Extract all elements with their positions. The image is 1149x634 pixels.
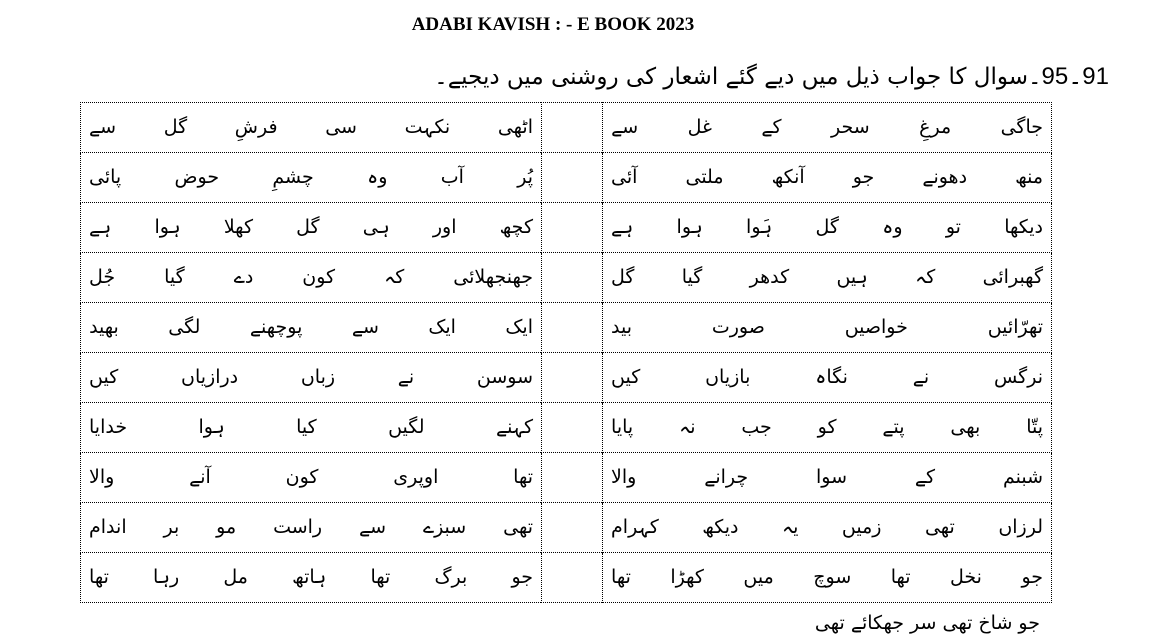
word: گل xyxy=(611,266,635,288)
word: تھرّائیں xyxy=(987,316,1043,338)
word: چشمِ xyxy=(272,166,314,188)
word: نخل xyxy=(950,566,982,588)
word: درازیاں xyxy=(181,366,239,388)
word: پتّا xyxy=(1026,416,1043,438)
word: نے xyxy=(397,366,415,388)
word: نگاہ xyxy=(815,366,848,388)
misra-line xyxy=(89,418,533,437)
poem-row xyxy=(81,453,1052,503)
word: سوچ xyxy=(813,566,852,588)
word: وہ xyxy=(882,216,903,238)
word: کو xyxy=(817,416,837,438)
poem-row xyxy=(81,303,1052,353)
misra-second-cell xyxy=(81,453,542,503)
misra-line xyxy=(89,168,533,187)
gap-cell xyxy=(542,553,603,603)
misra-first-cell xyxy=(603,203,1052,253)
word: کیں xyxy=(89,366,119,388)
word: ہی xyxy=(362,216,390,238)
poem-row xyxy=(81,253,1052,303)
word: سے xyxy=(351,316,379,338)
misra-line xyxy=(611,518,1043,537)
word: تھا xyxy=(890,566,911,588)
word: تو xyxy=(945,216,961,238)
word: ہاتھ xyxy=(292,566,327,588)
word: ایک xyxy=(505,316,533,338)
gap-cell xyxy=(542,303,603,353)
word: جاگی xyxy=(1000,116,1043,138)
word: راست xyxy=(273,516,323,538)
word: سوا xyxy=(816,466,848,488)
word: اندام xyxy=(89,516,127,538)
word: تھا xyxy=(89,566,109,588)
word: دیکھ xyxy=(702,516,739,538)
word: بھید xyxy=(89,316,119,338)
misra-second-cell xyxy=(81,203,542,253)
word: گھبرائی xyxy=(982,266,1043,288)
word: شبنم xyxy=(1002,466,1043,488)
word: ہوا xyxy=(154,216,181,238)
poem-row xyxy=(81,353,1052,403)
word: خواصیں xyxy=(844,316,908,338)
word: لرزاں xyxy=(998,516,1043,538)
footer-partial-line: جو شاخ تھی سر جھکائے تھی xyxy=(814,612,1040,634)
word: برگ xyxy=(434,566,468,588)
word: جو xyxy=(1021,566,1043,588)
question-prompt xyxy=(434,62,1109,91)
word: کھڑا xyxy=(670,566,704,588)
misra-line xyxy=(89,468,533,487)
misra-first-cell xyxy=(603,553,1052,603)
word: جُل xyxy=(89,266,116,288)
word: جب xyxy=(741,416,772,438)
misra-first-cell xyxy=(603,153,1052,203)
misra-second-cell xyxy=(81,153,542,203)
word: دھونے xyxy=(922,166,968,188)
word: دے xyxy=(233,266,254,288)
misra-line xyxy=(611,268,1043,287)
word: زمیں xyxy=(841,516,882,538)
word: ہَوا xyxy=(746,216,773,238)
word: کون xyxy=(285,466,319,488)
misra-first-cell xyxy=(603,403,1052,453)
word: لگیں xyxy=(388,416,425,438)
question-number: 91۔95 xyxy=(1041,63,1109,90)
word: آب xyxy=(440,166,464,188)
word: منھ xyxy=(1015,166,1043,188)
misra-second-cell xyxy=(81,103,542,153)
misra-line xyxy=(611,218,1043,237)
word: رہا xyxy=(153,566,180,588)
word: والا xyxy=(611,466,637,488)
word: بر xyxy=(163,516,180,538)
misra-line xyxy=(611,118,1043,137)
word: دیکھا xyxy=(1004,216,1043,238)
misra-first-cell xyxy=(603,303,1052,353)
word: بید xyxy=(611,316,633,338)
poem-table-body xyxy=(81,103,1052,603)
word: اٹھی xyxy=(497,116,533,138)
misra-second-cell xyxy=(81,353,542,403)
word: ہے xyxy=(611,216,634,238)
word: بھی xyxy=(950,416,981,438)
word: سی xyxy=(325,116,357,138)
word: ہیں xyxy=(836,266,868,288)
word: کے xyxy=(914,466,936,488)
misra-second-cell xyxy=(81,403,542,453)
misra-line xyxy=(89,268,533,287)
word: ہوا xyxy=(198,416,225,438)
word: سے xyxy=(358,516,387,538)
word: جھنجھلائی xyxy=(453,266,533,288)
header-title: ADABI KAVISH : - E BOOK 2023 xyxy=(411,14,695,35)
word: گل xyxy=(163,116,188,138)
word: گیا xyxy=(681,266,703,288)
misra-line xyxy=(611,368,1043,387)
misra-line xyxy=(611,418,1043,437)
word: تھا xyxy=(370,566,391,588)
gap-cell xyxy=(542,503,603,553)
word: پُر xyxy=(517,166,533,188)
word: پایا xyxy=(611,416,634,438)
misra-line xyxy=(611,468,1043,487)
word: کہ xyxy=(915,266,936,288)
poem-row xyxy=(81,153,1052,203)
word: کدھر xyxy=(749,266,790,288)
word: ہوا xyxy=(676,216,703,238)
word: تھا xyxy=(611,566,631,588)
word: پائی xyxy=(89,166,122,188)
gap-cell xyxy=(542,103,603,153)
misra-line xyxy=(89,118,533,137)
word: ہے xyxy=(89,216,112,238)
misra-line xyxy=(89,368,533,387)
word: تھا xyxy=(513,466,533,488)
word: صورت xyxy=(711,316,765,338)
misra-second-cell xyxy=(81,253,542,303)
word: کہ xyxy=(384,266,405,288)
misra-second-cell xyxy=(81,553,542,603)
word: کون xyxy=(302,266,336,288)
word: اوپری xyxy=(393,466,439,488)
word: تھی xyxy=(924,516,955,538)
word: کچھ xyxy=(499,216,533,238)
word: حوض xyxy=(174,166,220,188)
misra-line xyxy=(611,318,1043,337)
word: غل xyxy=(687,116,712,138)
misra-line xyxy=(89,218,533,237)
word: تھی xyxy=(503,516,533,538)
misra-second-cell xyxy=(81,303,542,353)
word: پوچھنے xyxy=(249,316,303,338)
poem-row xyxy=(81,103,1052,153)
misra-line xyxy=(89,318,533,337)
word: اور xyxy=(432,216,457,238)
word: ایک xyxy=(428,316,456,338)
gap-cell xyxy=(542,253,603,303)
gap-cell xyxy=(542,153,603,203)
word: گل xyxy=(815,216,839,238)
word: جو xyxy=(511,566,533,588)
misra-first-cell xyxy=(603,103,1052,153)
word: ملتی xyxy=(685,166,724,188)
word: آنے xyxy=(189,466,211,488)
misra-first-cell xyxy=(603,453,1052,503)
poem-table xyxy=(80,102,1052,603)
word: لگی xyxy=(168,316,201,338)
gap-cell xyxy=(542,403,603,453)
word: چرانے xyxy=(704,466,749,488)
word: کے xyxy=(761,116,782,138)
poem-row xyxy=(81,553,1052,603)
misra-line xyxy=(89,518,533,537)
word: نے xyxy=(912,366,930,388)
poem-row xyxy=(81,403,1052,453)
misra-second-cell xyxy=(81,503,542,553)
word: سے xyxy=(611,116,639,138)
word: کیا xyxy=(296,416,317,438)
word: پتے xyxy=(882,416,905,438)
word: آنکھ xyxy=(771,166,805,188)
word: میں xyxy=(743,566,774,588)
misra-first-cell xyxy=(603,503,1052,553)
misra-line xyxy=(611,168,1043,187)
word: کہرام xyxy=(611,516,659,538)
misra-line xyxy=(611,568,1043,587)
gap-cell xyxy=(542,453,603,503)
question-text: ۔سوال کا جواب ذیل میں دیے گئے اشعار کی روشنی میں دیجیے۔ xyxy=(434,64,1042,90)
poem-row xyxy=(81,503,1052,553)
word: سوسن xyxy=(476,366,533,388)
word: نہ xyxy=(679,416,696,438)
word: سے xyxy=(89,116,117,138)
word: مرغِ xyxy=(919,116,952,138)
word: آئی xyxy=(611,166,638,188)
word: فرشِ xyxy=(234,116,278,138)
word: سحر xyxy=(831,116,870,138)
poem-row xyxy=(81,203,1052,253)
word: جو xyxy=(852,166,875,188)
word: کھلا xyxy=(223,216,253,238)
word: کہنے xyxy=(495,416,533,438)
misra-line xyxy=(89,568,533,587)
gap-cell xyxy=(542,353,603,403)
word: والا xyxy=(89,466,115,488)
word: یہ xyxy=(781,516,799,538)
word: گیا xyxy=(164,266,185,288)
word: مل xyxy=(223,566,248,588)
word: نرگس xyxy=(993,366,1043,388)
misra-first-cell xyxy=(603,353,1052,403)
word: نکہت xyxy=(404,116,451,138)
word: مو xyxy=(216,516,237,538)
word: سبزے xyxy=(422,516,467,538)
word: بازیاں xyxy=(705,366,751,388)
gap-cell xyxy=(542,203,603,253)
misra-first-cell xyxy=(603,253,1052,303)
word: گل xyxy=(296,216,320,238)
word: وہ xyxy=(367,166,388,188)
word: زباں xyxy=(300,366,336,388)
word: کیں xyxy=(611,366,641,388)
word: خدایا xyxy=(89,416,128,438)
